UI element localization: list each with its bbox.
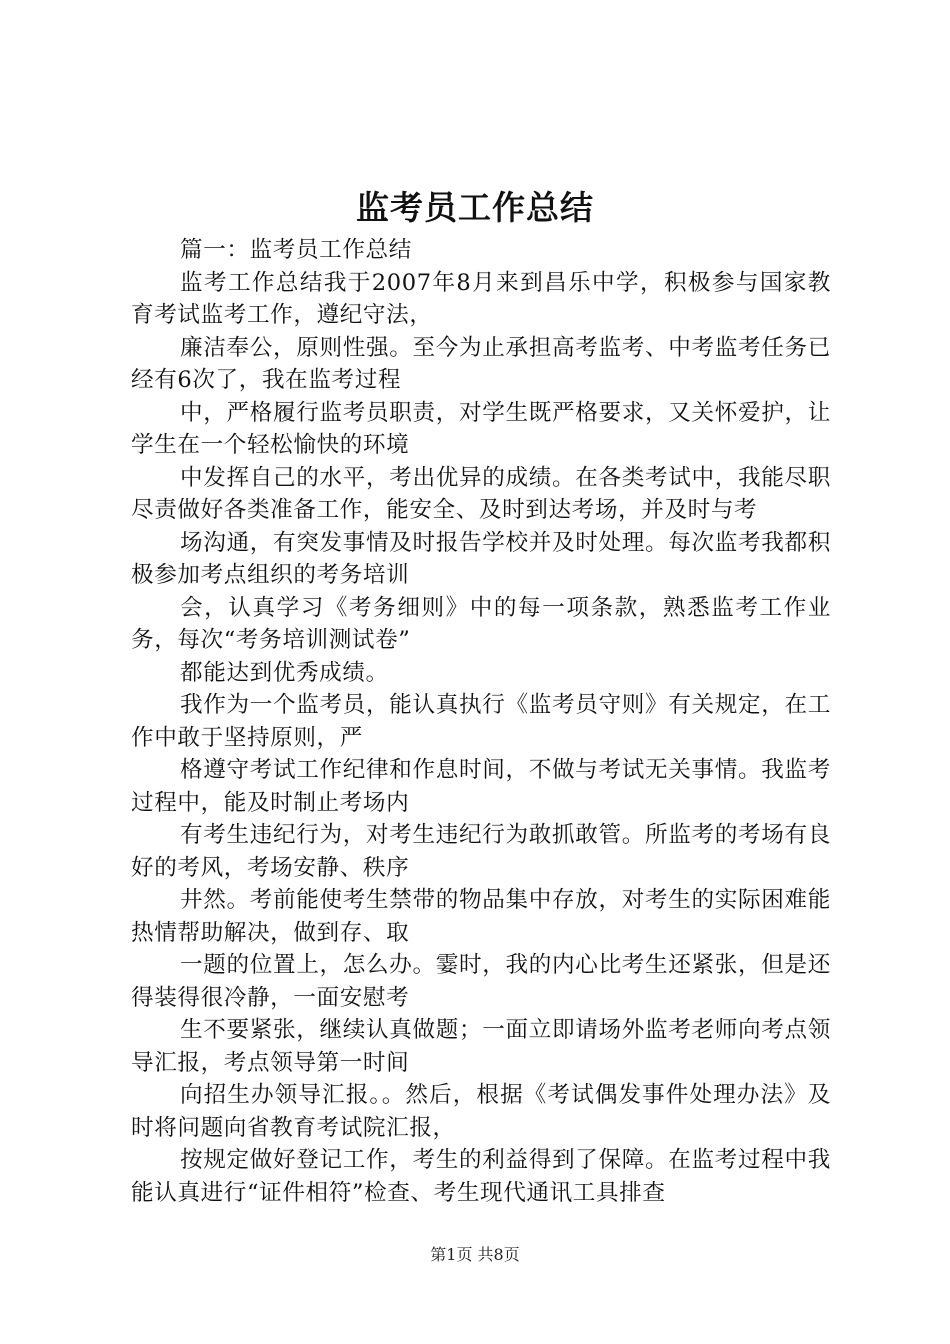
document-title: 监考员工作总结 <box>356 188 594 227</box>
paragraph: 篇一：监考员工作总结 <box>180 237 412 263</box>
paragraph: 生不要紧张，继续认真做题；一面立即请场外监考老师向考点领导汇报，考点领导第一时间 <box>131 1017 831 1076</box>
page-number-footer: 第1页 共8页 <box>430 1245 520 1264</box>
document-body <box>131 234 831 1209</box>
paragraph: 会，认真学习《考务细则》中的每一项条款，熟悉监考工作业务，每次“考务培训测试卷” <box>131 594 831 653</box>
paragraph: 中，严格履行监考员职责，对学生既严格要求，又关怀爱护，让学生在一个轻松愉快的环境 <box>131 399 831 458</box>
paragraph: 廉洁奉公，原则性强。至今为止承担高考监考、中考监考任务已经有6次了，我在监考过程 <box>131 334 831 393</box>
paragraph: 格遵守考试工作纪律和作息时间，不做与考试无关事情。我监考过程中，能及时制止考场内 <box>131 757 831 816</box>
paragraph: 按规定做好登记工作，考生的利益得到了保障。在监考过程中我能认真进行“证件相符”检查、考生现代通讯工具排查 <box>131 1147 831 1206</box>
paragraph: 监考工作总结我于2007年8月来到昌乐中学，积极参与国家教育考试监考工作，遵纪守法， <box>131 269 831 328</box>
paragraph: 场沟通，有突发事情及时报告学校并及时处理。每次监考我都积极参加考点组织的考务培训 <box>131 529 831 588</box>
paragraph: 井然。考前能使考生禁带的物品集中存放，对考生的实际困难能热情帮助解决，做到存、取 <box>131 887 831 946</box>
paragraph: 一题的位置上，怎么办。霎时，我的内心比考生还紧张，但是还得装得很冷静，一面安慰考 <box>131 952 831 1011</box>
paragraph: 我作为一个监考员，能认真执行《监考员守则》有关规定，在工作中敢于坚持原则，严 <box>131 692 831 751</box>
paragraph: 向招生办领导汇报。。然后，根据《考试偶发事件处理办法》及时将问题向省教育考试院汇报， <box>131 1082 831 1141</box>
paragraph: 都能达到优秀成绩。 <box>180 659 389 686</box>
paragraph: 中发挥自己的水平，考出优异的成绩。在各类考试中，我能尽职尽责做好各类准备工作，能安全、及时到达考场，并及时与考 <box>131 464 831 523</box>
paragraph: 有考生违纪行为，对考生违纪行为敢抓敢管。所监考的考场有良好的考风，考场安静、秩序 <box>131 822 831 881</box>
